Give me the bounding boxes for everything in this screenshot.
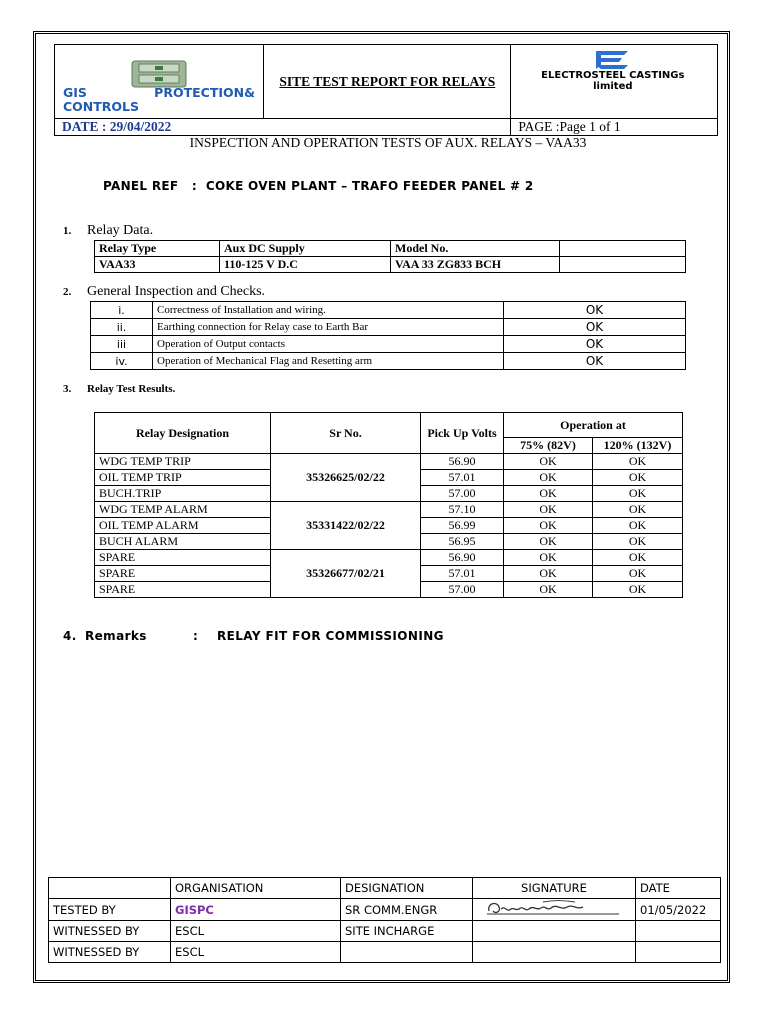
section3-heading xyxy=(63,383,175,395)
company-left-word1: GIS xyxy=(63,85,87,100)
header-relay-type: Relay Type xyxy=(95,241,220,257)
inspection-index: iii xyxy=(91,336,153,353)
inspection-result: OK xyxy=(504,319,686,336)
signoff-org: GISPC xyxy=(171,899,341,921)
relay-designation: SPARE xyxy=(95,566,271,582)
relay-serial-number: 35326677/02/21 xyxy=(271,550,421,598)
relay-serial-number: 35326625/02/22 xyxy=(271,454,421,502)
report-date: DATE : 29/04/2022 xyxy=(55,119,511,136)
operation-120: OK xyxy=(593,534,683,550)
table-row xyxy=(91,353,686,370)
inspection-index: ii. xyxy=(91,319,153,336)
report-subtitle: INSPECTION AND OPERATION TESTS OF AUX. RELAYS – VAA33 xyxy=(189,135,587,150)
table-row xyxy=(91,319,686,336)
pickup-volts: 56.99 xyxy=(421,518,504,534)
page-number: PAGE :Page 1 of 1 xyxy=(511,119,718,136)
signoff-role: WITNESSED BY xyxy=(49,921,171,942)
signoff-org: ESCL xyxy=(171,942,341,963)
relay-type-value: VAA33 xyxy=(95,257,220,273)
inspection-result: OK xyxy=(504,336,686,353)
pickup-volts: 56.90 xyxy=(421,454,504,470)
relay-designation: OIL TEMP TRIP xyxy=(95,470,271,486)
relay-designation: WDG TEMP TRIP xyxy=(95,454,271,470)
section1-title: Relay Data. xyxy=(87,223,154,238)
table-header-row xyxy=(49,878,721,899)
signoff-signature xyxy=(473,942,636,963)
aux-dc-value: 110-125 V D.C xyxy=(220,257,391,273)
operation-75: OK xyxy=(504,518,593,534)
operation-75: OK xyxy=(504,566,593,582)
operation-120: OK xyxy=(593,486,683,502)
header-pickup: Pick Up Volts xyxy=(421,413,504,454)
header-srno: Sr No. xyxy=(271,413,421,454)
remarks-colon: : xyxy=(193,629,199,643)
signoff-date xyxy=(636,921,721,942)
pickup-volts: 57.01 xyxy=(421,566,504,582)
section2-heading xyxy=(63,284,265,300)
section3-number: 3. xyxy=(63,383,72,395)
pickup-volts: 56.95 xyxy=(421,534,504,550)
header-designation: Relay Designation xyxy=(95,413,271,454)
operation-120: OK xyxy=(593,518,683,534)
pickup-volts: 57.01 xyxy=(421,470,504,486)
header-blank xyxy=(560,241,686,257)
company-right-cell xyxy=(511,45,718,119)
signoff-header-org: ORGANISATION xyxy=(171,878,341,899)
model-value: VAA 33 ZG833 BCH xyxy=(391,257,560,273)
signature-image xyxy=(483,899,623,917)
section1-heading xyxy=(63,223,153,239)
signoff-designation: SITE INCHARGE xyxy=(341,921,473,942)
signoff-date xyxy=(636,942,721,963)
table-row xyxy=(49,921,721,942)
company-left-word2: PROTECTION& xyxy=(154,85,255,100)
operation-120: OK xyxy=(593,454,683,470)
signoff-date: 01/05/2022 xyxy=(636,899,721,921)
panel-ref: PANEL REF : COKE OVEN PLANT – TRAFO FEEDER PANEL # 2 xyxy=(103,179,534,193)
signoff-header-signature: SIGNATURE xyxy=(473,878,636,899)
relay-designation: OIL TEMP ALARM xyxy=(95,518,271,534)
table-row xyxy=(91,302,686,319)
operation-120: OK xyxy=(593,566,683,582)
pickup-volts: 56.90 xyxy=(421,550,504,566)
table-row xyxy=(95,502,683,518)
inspection-item: Operation of Output contacts xyxy=(153,336,504,353)
signoff-header-role xyxy=(49,878,171,899)
signoff-designation: SR COMM.ENGR xyxy=(341,899,473,921)
gis-logo-icon xyxy=(131,60,187,88)
section2-number: 2. xyxy=(63,286,72,298)
signoff-role: WITNESSED BY xyxy=(49,942,171,963)
operation-75: OK xyxy=(504,470,593,486)
operation-75: OK xyxy=(504,582,593,598)
section2-title: General Inspection and Checks. xyxy=(87,284,266,299)
table-row xyxy=(95,454,683,470)
relay-test-table xyxy=(94,412,683,598)
operation-75: OK xyxy=(504,454,593,470)
table-row xyxy=(49,899,721,921)
table-row xyxy=(49,942,721,963)
signoff-header-date: DATE xyxy=(636,878,721,899)
company-right-line1: ELECTROSTEEL CASTINGs xyxy=(541,70,685,81)
company-right-line2: limited xyxy=(593,81,633,92)
relay-designation: BUCH.TRIP xyxy=(95,486,271,502)
operation-120: OK xyxy=(593,502,683,518)
remarks-text: RELAY FIT FOR COMMISSIONING xyxy=(217,629,444,643)
electrosteel-logo-icon xyxy=(592,49,632,71)
table-row xyxy=(95,257,686,273)
header-aux-dc: Aux DC Supply xyxy=(220,241,391,257)
pickup-volts: 57.00 xyxy=(421,486,504,502)
table-header-row xyxy=(95,413,683,438)
inspection-result: OK xyxy=(504,302,686,319)
report-title: SITE TEST REPORT FOR RELAYS xyxy=(279,73,496,89)
operation-120: OK xyxy=(593,470,683,486)
signoff-signature-cell xyxy=(473,899,636,921)
header-model: Model No. xyxy=(391,241,560,257)
signoff-header-designation: DESIGNATION xyxy=(341,878,473,899)
header-120: 120% (132V) xyxy=(593,438,683,454)
section1-number: 1. xyxy=(63,225,72,237)
inspection-item: Operation of Mechanical Flag and Resetting arm xyxy=(153,353,504,370)
operation-75: OK xyxy=(504,486,593,502)
operation-120: OK xyxy=(593,550,683,566)
table-row xyxy=(91,336,686,353)
header-operation: Operation at xyxy=(504,413,683,438)
table-row xyxy=(95,550,683,566)
inspection-table xyxy=(90,301,686,370)
signoff-signature xyxy=(473,921,636,942)
section3-title: Relay Test Results. xyxy=(87,383,176,395)
inspection-item: Earthing connection for Relay case to Earth Bar xyxy=(153,319,504,336)
inspection-item: Correctness of Installation and wiring. xyxy=(153,302,504,319)
signoff-table xyxy=(48,877,721,963)
operation-120: OK xyxy=(593,582,683,598)
header-75: 75% (82V) xyxy=(504,438,593,454)
relay-designation: SPARE xyxy=(95,582,271,598)
operation-75: OK xyxy=(504,534,593,550)
blank-value xyxy=(560,257,686,273)
operation-75: OK xyxy=(504,502,593,518)
signoff-designation xyxy=(341,942,473,963)
relay-serial-number: 35331422/02/22 xyxy=(271,502,421,550)
relay-designation: BUCH ALARM xyxy=(95,534,271,550)
remarks-label: Remarks xyxy=(85,629,147,643)
operation-75: OK xyxy=(504,550,593,566)
inspection-index: i. xyxy=(91,302,153,319)
signoff-org: ESCL xyxy=(171,921,341,942)
company-left-line2: CONTROLS xyxy=(63,99,140,114)
relay-designation: SPARE xyxy=(95,550,271,566)
report-header xyxy=(54,44,718,136)
inspection-index: iv. xyxy=(91,353,153,370)
pickup-volts: 57.10 xyxy=(421,502,504,518)
pickup-volts: 57.00 xyxy=(421,582,504,598)
company-left-cell xyxy=(55,45,264,119)
table-header-row xyxy=(95,241,686,257)
remarks-line xyxy=(63,629,444,643)
relay-designation: WDG TEMP ALARM xyxy=(95,502,271,518)
signoff-role: TESTED BY xyxy=(49,899,171,921)
title-cell xyxy=(264,45,511,119)
inspection-result: OK xyxy=(504,353,686,370)
relay-data-table xyxy=(94,240,686,273)
remarks-number: 4. xyxy=(63,629,77,643)
